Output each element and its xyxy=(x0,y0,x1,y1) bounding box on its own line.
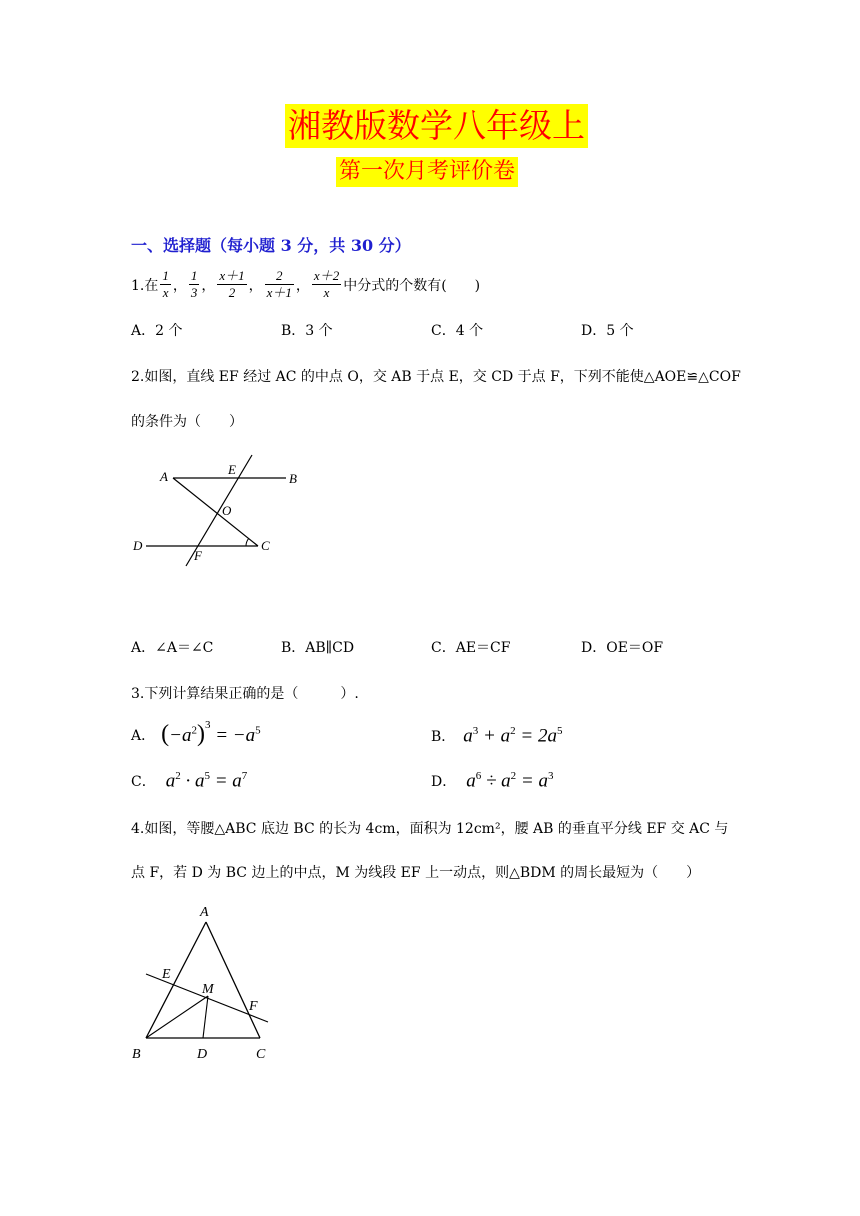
label-o: O xyxy=(222,503,232,518)
q1-suffix: 中分式的个数有( ) xyxy=(343,277,481,294)
q2-stem-line1: 2.如图，直线 EF 经过 AC 的中点 O，交 AB 于点 E，交 CD 于点 F，下列不能使△AOE≌△COF xyxy=(131,369,741,385)
q4-stem-line1: 4.如图，等腰△ABC 底边 BC 的长为 4cm，面积为 12cm²，腰 AB 的垂直平分线 EF 交 AC 与 xyxy=(131,821,729,837)
label-m: M xyxy=(202,982,214,997)
q3-option-a-label: A． xyxy=(131,727,156,744)
side-ab xyxy=(146,922,206,1038)
segment-bm xyxy=(146,996,208,1038)
label-a: A xyxy=(160,469,168,484)
q3-option-a xyxy=(131,718,261,748)
label-d: D xyxy=(197,1047,208,1062)
q4-figure xyxy=(128,898,278,1073)
q1-fraction-5: $\frac{x+2}{x}$ xyxy=(313,268,340,300)
label-d: D xyxy=(133,538,143,553)
q1-fraction-2: $\frac{1}{3}$ xyxy=(190,268,198,300)
q2-option-a: A．∠A＝∠C xyxy=(131,640,214,656)
label-b: B xyxy=(132,1047,141,1062)
q1-option-b: B．3 个 xyxy=(281,323,333,339)
q1-fraction-1: $\frac{1}{x}$ xyxy=(162,268,169,300)
q2-option-d: D．OE＝OF xyxy=(581,640,664,656)
q3-option-d xyxy=(431,770,554,792)
q3-option-c-formula: $a^2 \cdot a^5 = a^7$ xyxy=(165,770,248,792)
q2-option-b: B．AB∥CD xyxy=(281,640,355,656)
q1-separator: ， xyxy=(248,277,263,294)
q3-stem: 3.下列计算结果正确的是（ ）. xyxy=(131,686,359,702)
q3-option-d-label: D． xyxy=(431,774,457,791)
q2-figure xyxy=(128,450,313,572)
q3-option-d-formula: $a^6 \div a^2 = a^3$ xyxy=(466,770,554,792)
q1-option-d: D．5 个 xyxy=(581,323,634,339)
q2-option-c: C．AE＝CF xyxy=(431,640,511,656)
page-title: 湘教版数学八年级上 xyxy=(285,104,588,148)
line-ac xyxy=(173,478,258,546)
page-subtitle: 第一次月考评价卷 xyxy=(336,157,518,187)
label-c: C xyxy=(256,1047,266,1062)
label-c: C xyxy=(261,538,270,553)
label-f: F xyxy=(249,999,258,1014)
q1-fraction-3: $\frac{x+1}{2}$ xyxy=(219,268,245,300)
label-f: F xyxy=(194,548,202,563)
label-e: E xyxy=(162,967,171,982)
q3-option-b-formula: $a^3 + a^2 = 2a^5$ xyxy=(463,725,563,747)
q1-separator: ， xyxy=(295,277,310,294)
q1-option-c: C．4 个 xyxy=(431,323,484,339)
q1-fraction-4: $\frac{2}{x+1}$ xyxy=(266,268,292,300)
q2-stem-line2: 的条件为（ ） xyxy=(131,414,243,430)
label-a: A xyxy=(200,905,209,920)
q1-separator: ， xyxy=(172,277,187,294)
q3-option-c xyxy=(131,770,247,792)
q3-option-b-label: B． xyxy=(431,729,456,746)
q1-option-a: A．2 个 xyxy=(131,323,183,339)
segment-dm xyxy=(203,996,208,1038)
q1-separator: ， xyxy=(201,277,216,294)
label-e: E xyxy=(228,462,236,477)
q3-option-b xyxy=(431,725,562,747)
question-1 xyxy=(131,268,480,301)
label-b: B xyxy=(289,471,297,486)
q1-prefix: 1.在 xyxy=(131,277,159,294)
q3-option-c-label: C． xyxy=(131,774,156,791)
section-heading: 一、选择题（每小题 3 分，共 30 分） xyxy=(131,236,411,255)
q4-stem-line2: 点 F，若 D 为 BC 边上的中点，M 为线段 EF 上一动点，则△BDM 的周长最短为（ ） xyxy=(131,865,701,881)
side-ac xyxy=(206,922,260,1038)
angle-c-mark xyxy=(246,539,249,546)
q3-option-a-formula: $(-a^2)^3 = -a^5$ xyxy=(161,718,261,747)
